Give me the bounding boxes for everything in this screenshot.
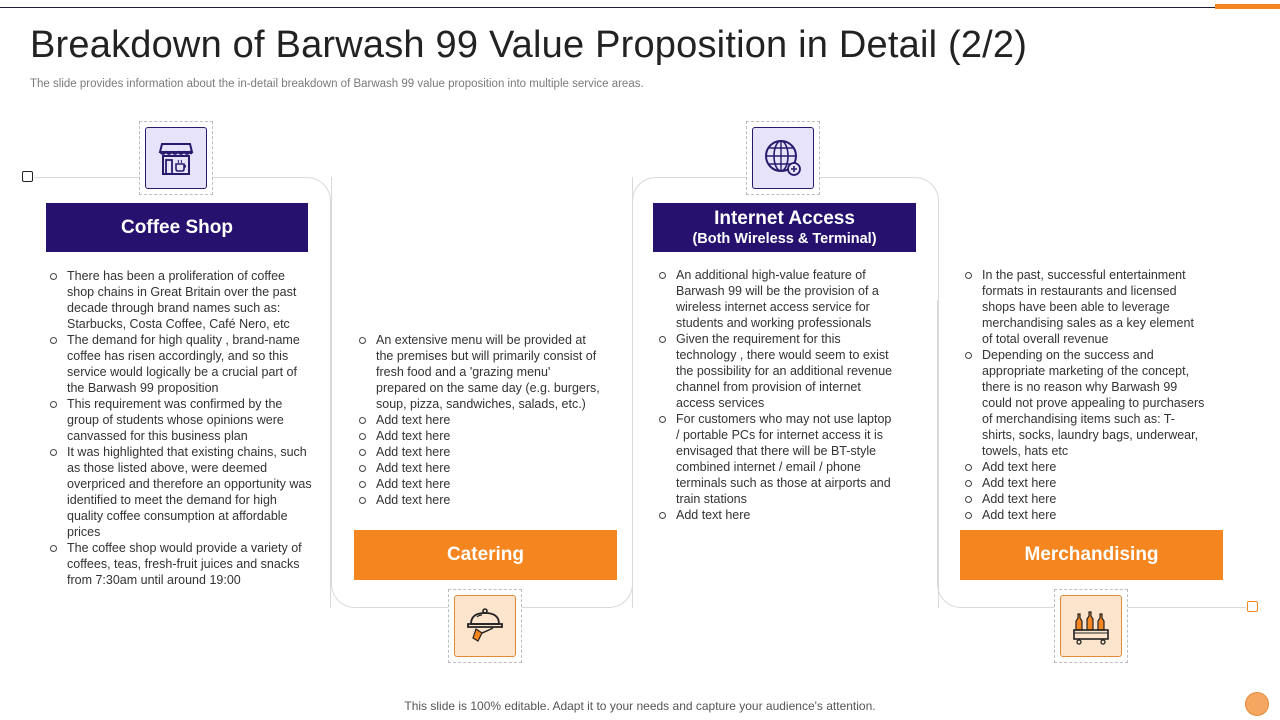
connector-line-left <box>34 177 144 178</box>
catering-header <box>354 530 617 580</box>
list-item: Given the requirement for this technology , there would seem to exist the possibility for an additional revenue channel from provision of internet access services <box>658 331 898 411</box>
list-item: Add text here <box>358 476 603 492</box>
list-item: For customers who may not use laptop / portable PCs for internet access it is envisaged that there will be BT-style combined internet / email / phone terminals such as those at airports and train stations <box>658 411 898 507</box>
list-item: Add text here <box>964 491 1206 507</box>
slide-title: Breakdown of Barwash 99 Value Proposition in Detail (2/2) <box>30 24 1028 66</box>
list-item: Add text here <box>964 459 1206 475</box>
corner-circle-decoration <box>1245 692 1269 716</box>
merchandise-bottles-icon <box>1060 595 1122 657</box>
list-item: An additional high-value feature of Barwash 99 will be the provision of a wireless internet access service for students and working professionals <box>658 267 898 331</box>
catering-cloche-icon <box>454 595 516 657</box>
slide-footer: This slide is 100% editable. Adapt it to your needs and capture your audience's attention. <box>404 699 876 713</box>
catering-icon-frame <box>448 589 522 663</box>
merchandising-heading: Merchandising <box>1024 544 1159 565</box>
list-item: The demand for high quality , brand-name coffee has risen accordingly, and so this service would logically be a crucial part of the Barwash 99 proposition <box>49 332 314 396</box>
coffee-shop-bullets <box>49 268 314 588</box>
internet-icon-frame <box>746 121 820 195</box>
list-item: This requirement was confirmed by the group of students whose opinions were canvassed for this business plan <box>49 396 314 444</box>
coffee-shop-icon-frame <box>139 121 213 195</box>
merchandising-icon-frame <box>1054 589 1128 663</box>
connector-line-right <box>1126 607 1246 608</box>
coffee-shop-heading: Coffee Shop <box>121 216 233 238</box>
internet-access-bullets <box>658 267 898 523</box>
top-rule <box>0 7 1215 8</box>
list-item: It was highlighted that existing chains, such as those listed above, were deemed overpriced and therefore an opportunity was identified to meet the demand for high quality coffee consumption at affordable prices <box>49 444 314 540</box>
merchandising-bullets <box>964 267 1206 523</box>
catering-bullets <box>358 332 603 508</box>
connector-start-square <box>22 171 33 182</box>
list-item: Add text here <box>658 507 898 523</box>
list-item: Add text here <box>358 444 603 460</box>
list-item: Add text here <box>964 475 1206 491</box>
list-item: Add text here <box>358 460 603 476</box>
list-item: Depending on the success and appropriate marketing of the concept, there is no reason why Barwash 99 could not prove appealing to purchasers of merchandising items such as: T-shirts, socks, laundry bags, underwear, towels, hats etc <box>964 347 1206 459</box>
merchandising-header <box>960 530 1223 580</box>
list-item: There has been a proliferation of coffee shop chains in Great Britain over the past decade through brand names such as: Starbucks, Costa Coffee, Café Nero, etc <box>49 268 314 332</box>
list-item: Add text here <box>964 507 1206 523</box>
list-item: The coffee shop would provide a variety of coffees, teas, fresh-fruit juices and snacks from 7:30am until around 19:00 <box>49 540 314 588</box>
internet-access-subheading: (Both Wireless & Terminal) <box>692 230 877 247</box>
connector-end-square <box>1247 601 1258 612</box>
list-item: An extensive menu will be provided at the premises but will primarily consist of fresh food and a 'grazing menu' prepared on the same day (e.g. burgers, soup, pizza, sandwiches, salads, etc.) <box>358 332 603 412</box>
list-item: In the past, successful entertainment formats in restaurants and licensed shops have been able to leverage merchandising sales as a key element of total overall revenue <box>964 267 1206 347</box>
coffee-shop-icon <box>145 127 207 189</box>
globe-network-icon <box>752 127 814 189</box>
catering-heading: Catering <box>446 544 525 565</box>
list-item: Add text here <box>358 492 603 508</box>
slide-subtitle: The slide provides information about the in-detail breakdown of Barwash 99 value proposition into multiple service areas. <box>30 78 644 90</box>
internet-access-header <box>653 203 916 252</box>
top-accent-bar <box>1215 4 1280 9</box>
list-item: Add text here <box>358 412 603 428</box>
list-item: Add text here <box>358 428 603 444</box>
coffee-shop-header <box>46 203 308 252</box>
internet-access-heading: Internet Access <box>714 207 855 229</box>
